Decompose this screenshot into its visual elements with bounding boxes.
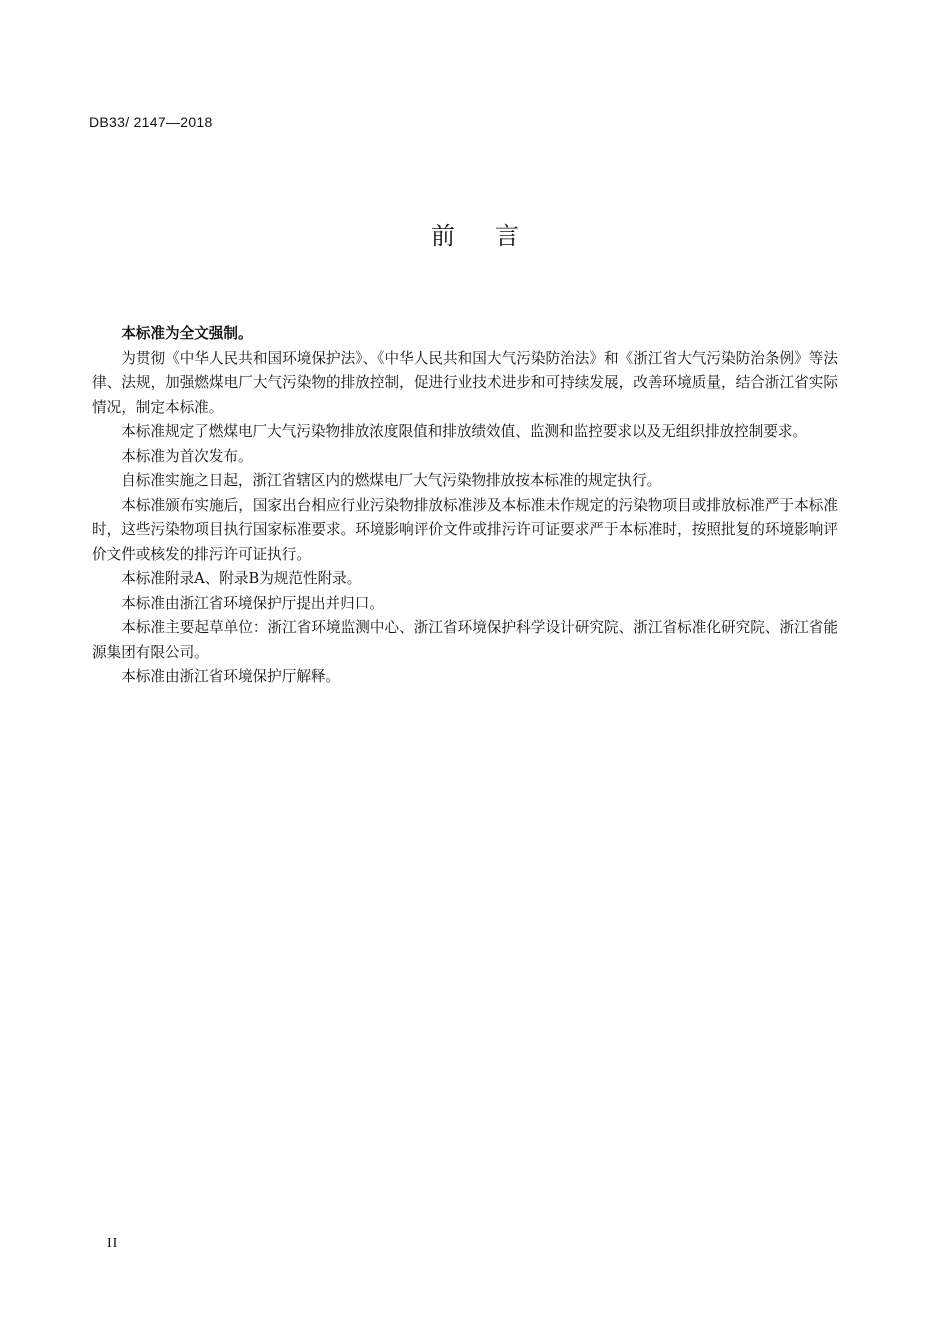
document-code: DB33/ 2147—2018	[89, 114, 213, 130]
mandatory-statement: 本标准为全文强制。	[121, 325, 253, 342]
paragraph-appendix: 本标准附录A、附录B为规范性附录。	[121, 570, 362, 587]
foreword-body	[92, 322, 838, 690]
paragraph-purpose: 为贯彻《中华人民共和国环境保护法》、《中华人民共和国大气污染防治法》和《浙江省大气污染防治条例》等法律、法规，加强燃煤电厂大气污染物的排放控制，促进行业技术进步和可持续发展，改善环境质量，结合浙江省实际情况，制定本标准。	[92, 349, 838, 416]
paragraph-national-standard: 本标准颁布实施后，国家出台相应行业污染物排放标准涉及本标准未作规定的污染物项目或排放标准严于本标准时，这些污染物项目执行国家标准要求。环境影响评价文件或排污许可证要求严于本标准时，按照批复的环境影响评价文件或核发的排污许可证执行。	[92, 496, 838, 563]
paragraph-interpretation: 本标准由浙江省环境保护厅解释。	[121, 668, 341, 685]
page-number: II	[107, 1236, 119, 1251]
page-title: 前言	[431, 222, 559, 250]
paragraph-first-release: 本标准为首次发布。	[121, 447, 253, 465]
paragraph-drafters: 本标准主要起草单位：浙江省环境监测中心、浙江省环境保护科学设计研究院、浙江省标准化研究院、浙江省能源集团有限公司。	[92, 619, 838, 661]
paragraph-scope: 本标准规定了燃煤电厂大气污染物排放浓度限值和排放绩效值、监测和监控要求以及无组织排放控制要求。	[121, 423, 808, 440]
paragraph-proposer: 本标准由浙江省环境保护厅提出并归口。	[121, 594, 384, 612]
paragraph-effective: 自标准实施之日起，浙江省辖区内的燃煤电厂大气污染物排放按本标准的规定执行。	[121, 472, 662, 489]
